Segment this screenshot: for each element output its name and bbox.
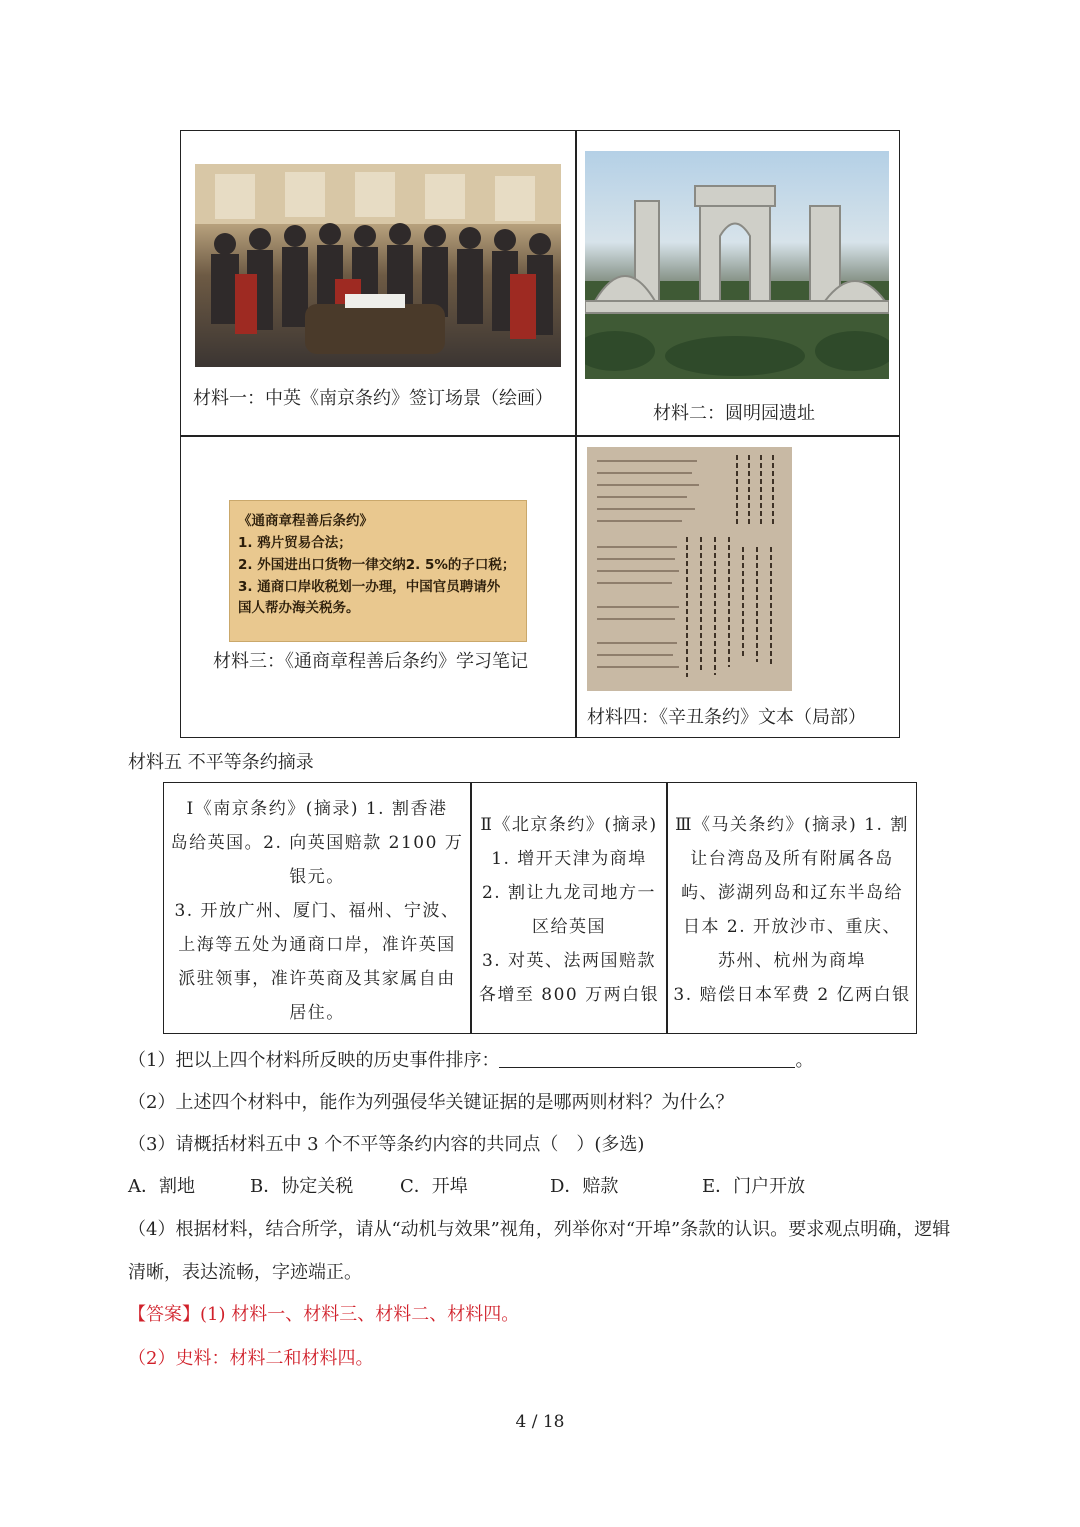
cell-line: 日本 2. 开放沙市、重庆、	[682, 917, 902, 937]
cell-line: 2. 割让九龙司地方一	[481, 883, 657, 903]
note-line: 3. 通商口岸收税划一办理，中国官员聘请外	[238, 578, 501, 595]
question-1-text: （1）把以上四个材料所反映的历史事件排序：	[128, 1050, 500, 1071]
material-1-caption: 材料一：中英《南京条约》签订场景（绘画）	[193, 388, 553, 409]
option-b: B．协定关税	[250, 1176, 354, 1197]
material-4-caption: 材料四：《辛丑条约》文本（局部）	[587, 707, 866, 728]
option-d: D．赔款	[550, 1176, 619, 1197]
option-c: C．开埠	[400, 1176, 468, 1197]
question-2: （2）上述四个材料中，能作为列强侵华关键证据的是哪两则材料？为什么？	[128, 1092, 734, 1113]
nanjing-treaty-painting	[195, 164, 561, 367]
question-3: （3）请概括材料五中 3 个不平等条约内容的共同点（ ）(多选)	[128, 1134, 645, 1155]
cell-line: 居住。	[289, 1003, 345, 1023]
yuanmingyuan-ruins-photo	[585, 151, 889, 379]
cell-line: 屿、澎湖列岛和辽东半岛给	[681, 883, 903, 903]
cell-line: 派驻领事，准许英商及其家属自由	[178, 969, 456, 989]
beijing-treaty-cell	[472, 783, 666, 1033]
note-line: 国人帮办海关税务。	[238, 600, 360, 617]
cell-line: 3. 对英、法两国赔款	[481, 951, 657, 971]
question-1	[128, 1046, 813, 1072]
grid-divider-horizontal	[181, 435, 899, 437]
materials-grid	[180, 130, 900, 738]
nanjing-treaty-cell	[164, 783, 470, 1033]
cell-line: Ⅰ《南京条约》(摘录) 1. 割香港	[186, 799, 448, 819]
cell-line: 3. 赔偿日本军费 2 亿两白银	[673, 985, 911, 1005]
question-4-line-1: （4）根据材料，结合所学，请从“动机与效果”视角，列举你对“开埠”条款的认识。要求观点明确，逻辑	[128, 1219, 951, 1240]
note-line: 《通商章程善后条约》	[238, 513, 373, 529]
cell-line: 苏州、杭州为商埠	[718, 951, 866, 971]
cell-line: Ⅱ《北京条约》(摘录)	[480, 815, 658, 835]
xinchou-treaty-text-photo	[587, 447, 792, 691]
material-3-caption: 材料三：《通商章程善后条约》学习笔记	[213, 651, 528, 672]
cell-line: 岛给英国。2. 向英国赔款 2100 万	[170, 833, 464, 853]
cell-line: 3. 开放广州、厦门、福州、宁波、	[174, 901, 460, 921]
cell-line: Ⅲ《马关条约》(摘录) 1. 割	[675, 815, 909, 835]
cell-line: 上海等五处为通商口岸，准许英国	[178, 935, 456, 955]
page-number: 4 / 18	[515, 1412, 565, 1432]
material-2-caption: 材料二：圆明园遗址	[653, 403, 815, 424]
answer-line-1: 【答案】(1) 材料一、材料三、材料二、材料四。	[128, 1304, 520, 1325]
answer-blank[interactable]	[499, 1049, 795, 1068]
option-a: A．割地	[128, 1176, 195, 1197]
material-5-heading: 材料五 不平等条约摘录	[128, 752, 314, 773]
question-1-end: 。	[795, 1050, 814, 1071]
treaty-excerpt-table	[163, 782, 917, 1034]
cell-line: 让台湾岛及所有附属各岛	[690, 849, 894, 869]
question-4-line-2: 清晰，表达流畅，字迹端正。	[128, 1262, 362, 1283]
cell-line: 1. 增开天津为商埠	[491, 849, 647, 869]
note-line: 2. 外国进出口货物一律交纳2. 5%的子口税；	[238, 556, 516, 573]
answer-line-2: （2）史料：材料二和材料四。	[128, 1348, 374, 1369]
note-line: 1. 鸦片贸易合法；	[238, 534, 352, 551]
option-e: E．门户开放	[702, 1176, 806, 1197]
maguan-treaty-cell	[668, 783, 916, 1033]
grid-divider-vertical	[575, 131, 577, 737]
cell-line: 区给英国	[532, 917, 606, 937]
study-note-card	[229, 500, 527, 642]
cell-line: 各增至 800 万两白银	[478, 985, 660, 1005]
cell-line: 银元。	[289, 867, 345, 887]
